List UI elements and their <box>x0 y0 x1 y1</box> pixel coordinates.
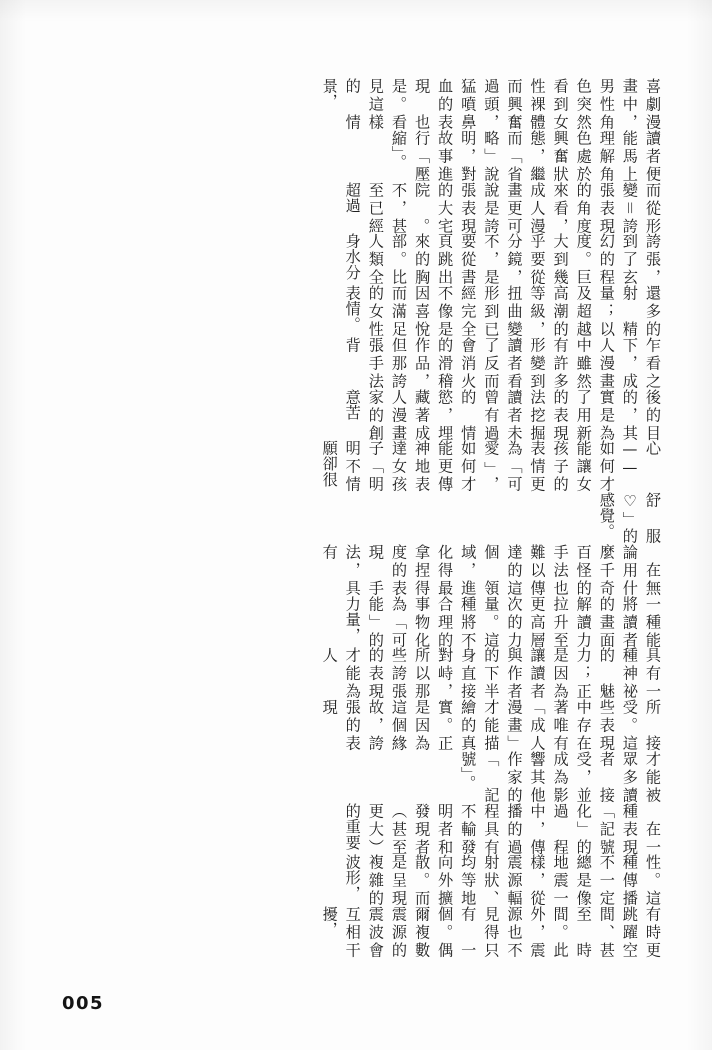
text-column: 乍看之下，成人漫畫中雖然有許多形變到讀者看了反而會消火的滑稽作品，但那誇張手法背 <box>343 336 662 389</box>
text-column: 有時更跳躍空間、甚至時間。此外，震源也不見得只有一個。偶爾複數震源的震波會互相干擾， <box>320 906 662 959</box>
vertical-text-body <box>48 78 664 958</box>
text-column: 所接受。這些表現中存在著唯有「成人漫畫」才能描繪的真實。正是因為這個緣故，誇張的表現 <box>320 699 662 751</box>
text-column: 誇張，到了玄幻的程度。巨大到幾乎要從分鏡，不，是要從書頁跳出來的胸部。比人類全身水分 <box>343 233 662 286</box>
page-edge-shading-left <box>0 0 26 1050</box>
text-column: 舒服♡」的感覺。 <box>597 492 662 544</box>
text-column: 性。這種傳播不一定總是像地震一樣，從震源輻射狀、均等地向外擴散。而是呈現複雜的波形， <box>343 854 662 907</box>
text-column: 在一種表現「記號化」的過程中，傳播的過程具有不輸發明者和發現者（甚至更大）的重要 <box>343 802 662 855</box>
text-column: 一種能將讀者的畫面解讀力拉升至更高層次的力量。這種將不合理的事物化為「可能」的力量， <box>343 595 662 648</box>
text-column: 心——如何才能讓女孩子的表情更為「可愛」，如何才能更傳神地表達女孩子「明明不情願卻很 <box>320 440 662 493</box>
text-column: 具有一種神祕的魅力；正是因為讓讀者與作者的下半身直接對峙，所以那些誇張的表現才能為人 <box>320 647 662 700</box>
text-column: 喜劇漫畫中，男性角色突然看到女性裸體而興奮過頭，猛噴鼻血的表現也是。看見這樣的情景， <box>320 78 662 130</box>
text-column: 還多的射精量；以及超越高潮的等級，扭曲變形到已經完全不像是因喜悅而滿足的女性表情。 <box>343 285 662 337</box>
text-column: 而從形變＝誇張表現的角度來看，成人漫畫更可說是誇張表現的大宅院。不，甚至已經超過 <box>343 181 662 234</box>
page-number: 005 <box>62 993 105 1014</box>
text-column: 讀者便能馬上理解角色處於興奮狀態，繼而「省略」說明，對故事進行「壓縮」。 <box>389 129 662 182</box>
text-column: 後的目的，其實是為了用新的表現法挖掘讀者未曾有過的情慾，埋藏著成人漫畫家的創意苦 <box>343 388 662 441</box>
page-edge-shading-top <box>0 0 712 22</box>
page-edge-shading-right <box>686 0 712 1050</box>
text-column: 才能被眾多讀者接受，並成為影響其他作家的「記號」。 <box>459 750 662 803</box>
text-column: 在無論用什麼千奇百怪的手法也難以傳達的這個領域，進化得最拿捏得度的表現手法，具有 <box>320 543 662 596</box>
